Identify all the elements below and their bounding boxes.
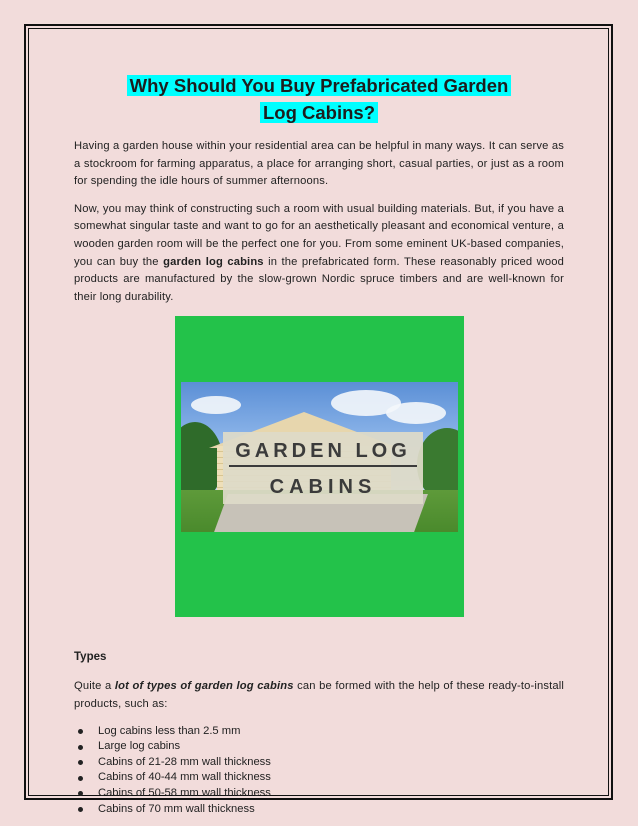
types-intro bbox=[74, 678, 564, 713]
banner-line-1: GARDEN LOG bbox=[235, 440, 411, 463]
list-item: Cabins of 50-58 mm wall thickness bbox=[74, 786, 564, 802]
paragraph-build bbox=[74, 201, 564, 307]
title-line-1: Why Should You Buy Prefabricated Garden bbox=[127, 75, 512, 96]
paragraph-intro: Having a garden house within your residential area can be helpful in many ways. It can serve as a stockroom for farming apparatus, a place for arranging short, casual parties, or just as a room for spending the idle hours of summer afternoons. bbox=[74, 140, 564, 188]
keyword-garden-log-cabins: garden log cabins bbox=[163, 255, 264, 268]
title-line-2: Log Cabins? bbox=[260, 102, 378, 123]
types-heading: Types bbox=[74, 651, 107, 664]
banner-divider bbox=[229, 465, 417, 467]
types-intro-start: Quite a bbox=[74, 680, 115, 693]
image-banner bbox=[223, 432, 423, 504]
list-item: Log cabins less than 2.5 mm bbox=[74, 724, 564, 740]
list-item: Cabins of 21-28 mm wall thickness bbox=[74, 755, 564, 771]
list-item: Cabins of 40-44 mm wall thickness bbox=[74, 770, 564, 786]
paragraph-build-start: Now, you may think of constructing such a room with usual building materials. But, if you have a somewhat singular taste and want to go for an aesthetically pleasant and economical venture, a wooden garden room will be the perfect one for you. From some eminent UK-based companies, you can buy the bbox=[74, 202, 564, 268]
document-body bbox=[74, 72, 564, 817]
list-item: Large log cabins bbox=[74, 739, 564, 755]
paragraph-build-end: in the prefabricated form. These reasonably priced wood products are manufactured by the slow-grown Nordic spruce timbers and are well-known for their long durability. bbox=[74, 255, 564, 303]
list-item: Cabins of 70 mm wall thickness bbox=[74, 802, 564, 818]
garden-log-cabins-image bbox=[175, 316, 464, 617]
keyword-types: lot of types of garden log cabins bbox=[114, 680, 294, 693]
types-intro-end: can be formed with the help of these ready-to-install products, such as: bbox=[74, 680, 564, 710]
banner-line-2: CABINS bbox=[269, 476, 377, 499]
types-list bbox=[74, 724, 564, 818]
page-title bbox=[74, 72, 564, 126]
